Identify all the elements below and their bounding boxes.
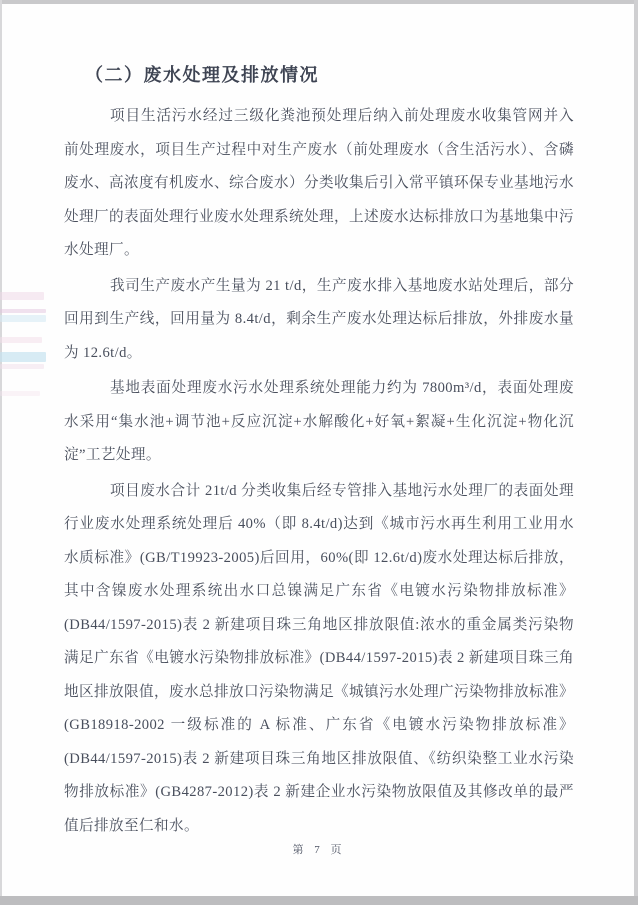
paragraph-discharge-standards: 项目废水合计 21t/d 分类收集后经专管排入基地污水处理厂的表面处理行业废水处理系统处理后 40%（即 8.4t/d)达到《城市污水再生利用工业用水水质标准》(GB/T19923-2005)后回用，60%(即 12.6t/d)废水处理达标后排放，其中含镍废水处理系统出水口总镍满足广东省《电镀水污染物排放标准》(DB44/1597-2015)表 2 新建项目珠三角地区排放限值:浓水的重金属类污染物满足广东省《电镀水污染物排放标准》(DB44/1597-2015)表 2 新建项目珠三角地区排放限值，废水总排放口污染物满足《城镇污水处理广污染物排放标准》(GB18918-2002 一级标准的 A 标准、广东省《电镀水污染物排放标准》(DB44/1597-2015)表 2 新建项目珠三角地区排放限值、《纺织染整工业水污染物排放标准》(GB4287-2012)表 2 新建企业水污染物放限值及其修改单的最严值后排放至仁和水。: [64, 482, 574, 834]
scan-artifact: [0, 309, 46, 313]
scan-artifact: [0, 391, 40, 396]
scan-edge-right: [634, 0, 638, 905]
document-content: [64, 63, 574, 845]
scan-artifact: [0, 364, 44, 369]
paragraph-treatment-capacity-process: 基地表面处理废水污水处理系统处理能力约为 7800m³/d，表面处理废水采用“集水池+调节池+反应沉淀+水解酸化+好氧+絮凝+生化沉淀+物化沉淀”工艺处理。: [64, 380, 574, 463]
scan-artifact: [0, 352, 46, 362]
scan-edge-top: [0, 0, 638, 4]
section-heading: （二）废水处理及排放情况: [85, 65, 319, 85]
scan-artifact: [0, 337, 42, 343]
paragraph-production-wastewater-volume: 我司生产废水产生量为 21 t/d，生产废水排入基地废水站处理后，部分回用到生产线，回用量为 8.4t/d，剩余生产废水处理达标后排放，外排废水量为 12.6t/d。: [64, 277, 574, 361]
page-number: 第 7 页: [292, 844, 346, 856]
paragraph-domestic-wastewater: 项目生活污水经过三级化粪池预处理后纳入前处理废水收集管网并入前处理废水，项目生产过程中对生产废水（前处理废水（含生活污水）、含磷废水、高浓度有机废水、综合废水）分类收集后引入常平镇环保专业基地污水处理厂的表面处理行业废水处理系统处理，上述废水达标排放口为基地集中污水处理厂。: [64, 108, 574, 258]
scan-artifact: [0, 315, 46, 322]
scan-edge-left: [0, 0, 2, 905]
scan-artifact: [0, 292, 44, 300]
scan-edge-bottom: [0, 896, 638, 905]
